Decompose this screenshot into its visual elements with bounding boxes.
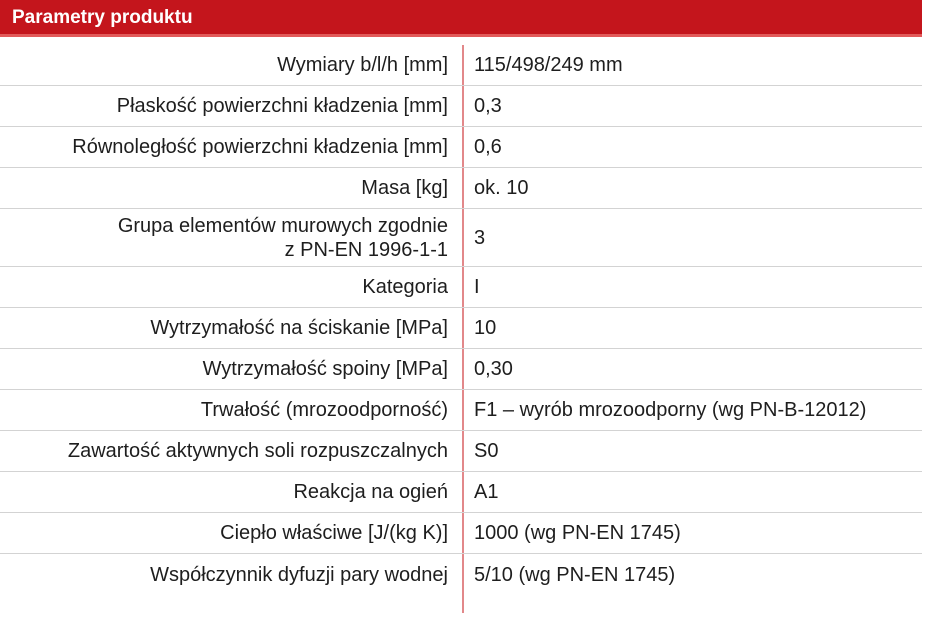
row-label: Reakcja na ogień — [293, 481, 448, 503]
row-label: Równoległość powierzchni kładzenia [mm] — [72, 136, 448, 158]
row-value: 0,3 — [474, 95, 502, 117]
product-parameters-table — [0, 45, 922, 595]
row-value: A1 — [474, 481, 499, 503]
row-label: Płaskość powierzchni kładzenia [mm] — [116, 95, 448, 117]
table-row — [0, 209, 922, 267]
row-label: Ciepło właściwe [J/(kg K)] — [220, 522, 448, 544]
row-value: F1 – wyrób mrozoodporny (wg PN-B-12012) — [474, 399, 867, 421]
table-row — [0, 472, 922, 513]
row-label: Kategoria — [362, 276, 448, 298]
table-title: Parametry produktu — [12, 7, 193, 28]
table-row — [0, 513, 922, 554]
table-row — [0, 127, 922, 168]
table-row — [0, 431, 922, 472]
table-row — [0, 267, 922, 308]
table-row — [0, 349, 922, 390]
table-row — [0, 390, 922, 431]
row-value: 1000 (wg PN-EN 1745) — [474, 522, 681, 544]
table-row — [0, 168, 922, 209]
row-label: Masa [kg] — [361, 177, 448, 199]
row-label: Współczynnik dyfuzji pary wodnej — [150, 563, 448, 586]
table-row — [0, 554, 922, 595]
table-row — [0, 86, 922, 127]
row-value: 5/10 (wg PN-EN 1745) — [474, 563, 676, 586]
row-label — [118, 209, 448, 266]
row-value: 10 — [474, 317, 497, 339]
row-label-line-2: z PN-EN 1996-1-1 — [284, 238, 448, 261]
row-value: ok. 10 — [474, 177, 529, 199]
row-label: Zawartość aktywnych soli rozpuszczalnych — [67, 440, 448, 462]
row-value: 0,6 — [474, 136, 502, 158]
row-value: 0,30 — [474, 358, 513, 380]
table-row — [0, 45, 922, 86]
row-value: 115/498/249 mm — [474, 54, 623, 76]
row-label-line-1: Grupa elementów murowych zgodnie — [117, 214, 448, 237]
row-value: 3 — [474, 226, 486, 249]
table-header-bar — [0, 0, 922, 37]
table-row — [0, 308, 922, 349]
row-value: I — [474, 276, 480, 298]
row-label: Wymiary b/l/h [mm] — [277, 54, 448, 76]
row-value: S0 — [474, 440, 499, 462]
row-label: Wytrzymałość na ściskanie [MPa] — [150, 317, 448, 339]
row-label: Trwałość (mrozoodporność) — [200, 399, 448, 421]
row-label: Wytrzymałość spoiny [MPa] — [202, 358, 448, 380]
